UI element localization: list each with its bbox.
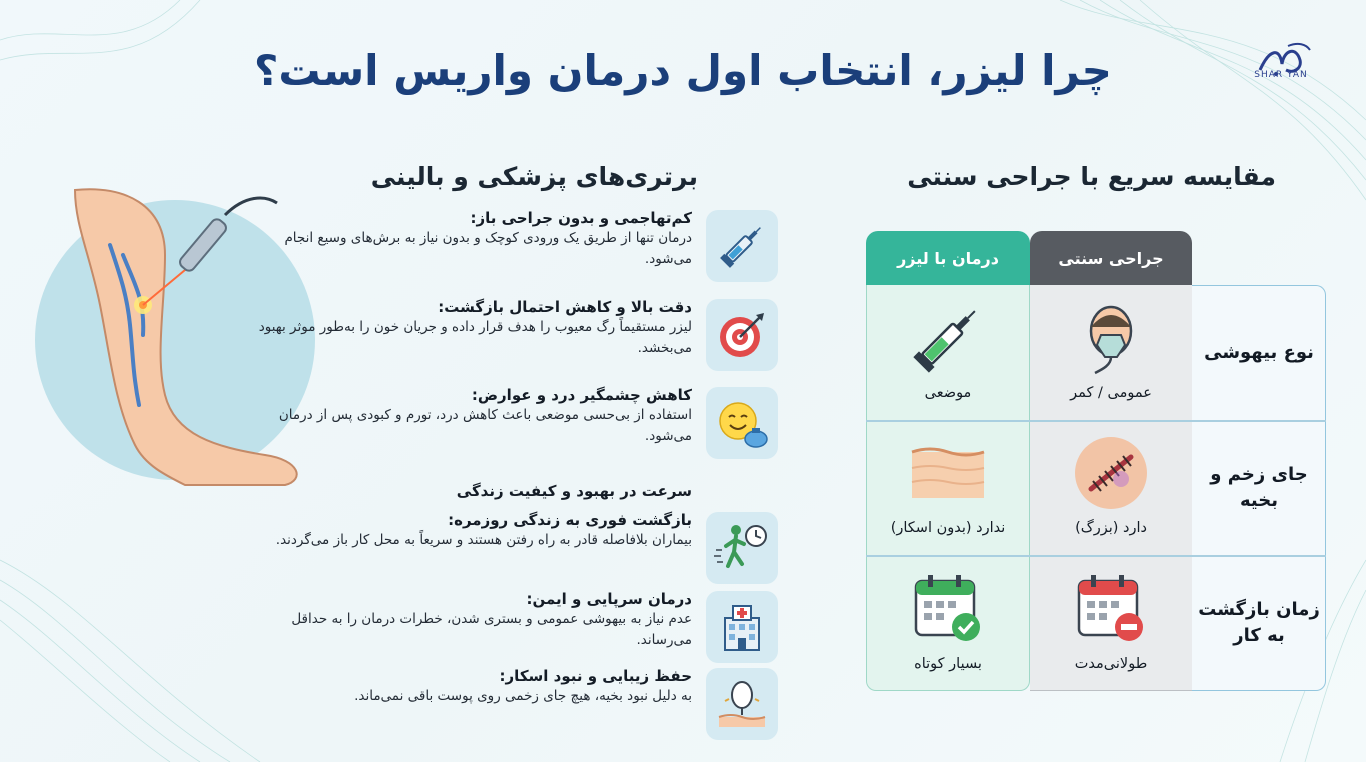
calendar-check-icon <box>903 568 993 650</box>
surgery-column-header: جراحی سنتی <box>1030 231 1192 285</box>
comparison-cell <box>866 568 1030 672</box>
benefit-title: حفظ زیبایی و نبود اسکار: <box>499 667 692 685</box>
laser-value: ندارد (بدون اسکار) <box>890 520 1006 536</box>
benefit-title: درمان سرپایی و ایمن: <box>526 590 692 608</box>
syringe-icon <box>903 297 993 379</box>
benefit-item <box>258 510 778 584</box>
benefit-desc: به دلیل نبود بخیه، هیچ جای زخمی روی پوست باقی نمی‌ماند. <box>354 688 692 704</box>
syringe-icon <box>706 210 778 282</box>
row-label: زمان بازگشت به کار <box>1198 599 1320 646</box>
surgery-value: عمومی / کمر <box>1070 385 1152 401</box>
surgery-value: دارد (بزرگ) <box>1075 520 1147 536</box>
benefit-title: کاهش چشمگیر درد و عوارض: <box>471 386 692 404</box>
comparison-cell <box>1030 432 1192 536</box>
walking-clock-icon <box>706 512 778 584</box>
comparison-cell <box>866 297 1030 401</box>
anesthesia-mask-icon <box>1066 297 1156 379</box>
benefit-title: دقت بالا و کاهش احتمال بازگشت: <box>438 298 692 316</box>
page-title: چرا لیزر، انتخاب اول درمان واریس است؟ <box>254 46 1112 95</box>
target-icon <box>706 299 778 371</box>
benefit-desc: درمان تنها از طریق یک ورودی کوچک و بدون نیاز به برش‌های وسیع انجام می‌شود. <box>284 230 692 267</box>
calendar-minus-icon <box>1066 568 1156 650</box>
comparison-table <box>866 231 1326 692</box>
comparison-cell <box>1030 297 1192 401</box>
laser-column-header: درمان با لیزر <box>866 231 1030 285</box>
stitched-wound-icon <box>1066 432 1156 514</box>
benefit-title: بازگشت فوری به زندگی روزمره: <box>448 511 692 529</box>
comparison-heading: مقایسه سریع با جراحی سنتی <box>907 162 1276 191</box>
comparison-cell <box>1030 568 1192 672</box>
row-label: جای زخم و بخیه <box>1210 463 1308 511</box>
benefit-desc: استفاده از بی‌حسی موضعی باعث کاهش درد، تورم و کبودی پس از درمان می‌شود. <box>278 407 692 444</box>
benefit-desc: عدم نیاز به بیهوشی عمومی و بستری شدن، خطرات درمان را به حداقل می‌رساند. <box>291 611 692 648</box>
benefit-desc: بیماران بلافاصله قادر به راه رفتن هستند و سریعاً به محل کار باز می‌گردند. <box>275 532 692 548</box>
smooth-skin-icon <box>903 432 993 514</box>
benefit-desc: لیزر مستقیماً رگ معیوب را هدف قرار داده و جریان خون را به‌طور موثر بهبود می‌بخشد. <box>258 319 692 356</box>
benefit-item <box>258 297 778 371</box>
benefit-item <box>258 589 778 663</box>
benefit-item <box>258 208 778 282</box>
smiley-icepack-icon <box>706 387 778 459</box>
laser-value: بسیار کوتاه <box>914 656 982 672</box>
laser-value: موضعی <box>924 385 972 401</box>
benefits-list <box>258 208 778 738</box>
mirror-skin-icon <box>706 668 778 740</box>
benefit-item <box>258 666 778 740</box>
surgery-value: طولانی‌مدت <box>1074 656 1148 672</box>
hospital-icon <box>706 591 778 663</box>
benefit-item <box>258 385 778 459</box>
row-label: نوع بیهوشی <box>1204 341 1314 363</box>
recovery-heading: سرعت در بهبود و کیفیت زندگی <box>456 482 692 500</box>
comparison-cell <box>866 432 1030 536</box>
logo-text: SHAR YAN <box>1254 70 1308 80</box>
benefit-title: کم‌تهاجمی و بدون جراحی باز: <box>470 209 692 227</box>
benefits-heading: برتری‌های پزشکی و بالینی <box>370 162 698 191</box>
